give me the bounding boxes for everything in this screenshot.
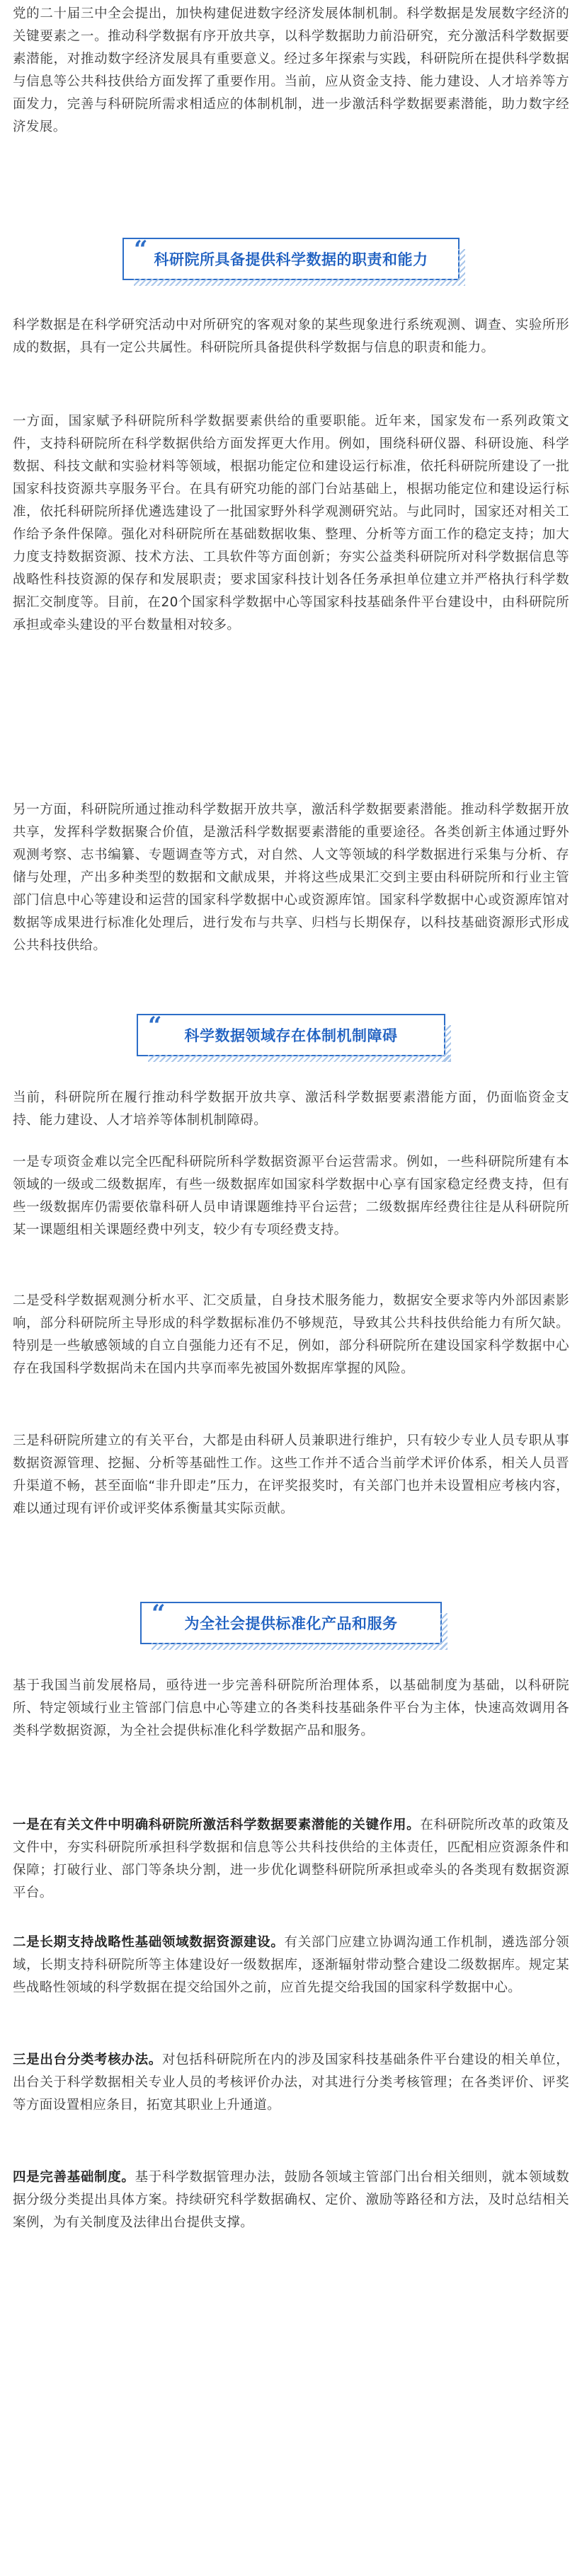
measure-lead: 三是出台分类考核办法。 — [13, 2052, 162, 2067]
section-heading-barriers — [0, 1014, 582, 1056]
measure-lead: 二是长期支持战略性基础领域数据资源建设。 — [13, 1935, 285, 1950]
paragraph-governance: 基于我国当前发展格局，亟待进一步完善科研院所治理体系，以基础制度为基础，以科研院所、特定领域行业主管部门信息中心等建立的各类科技基础条件平台为主体，快速高效调用各类科学数据资源，为全社会提供标准化科学数据产品和服务。 — [13, 1678, 569, 1738]
measure-lead: 一是在有关文件中明确科研院所激活科学数据要素潜能的关键作用。 — [13, 1818, 421, 1832]
paragraph-talent: 三是科研院所建立的有关平台，大都是由科研人员兼职进行维护，只有较少专业人员专职从事数据资源管理、挖掘、分析等基础性工作。这些工作并不适合当前学术评价体系，相关人员晋升渠道不畅，甚至面临“非升即走”压力，在评奖报奖时，有关部门也并未设置相应考核内容，难以通过现有评价或评奖体系衡量其实际贡献。 — [13, 1433, 569, 1516]
quote-mark-icon: “ — [148, 1012, 162, 1040]
paragraph-measure-1 — [13, 1814, 569, 1905]
quote-mark-icon: “ — [134, 236, 148, 264]
heading-title: 科学数据领域存在体制机制障碍 — [184, 1027, 398, 1044]
intro-paragraph: 党的二十届三中全会提出，加快构建促进数字经济发展体制机制。科学数据是发展数字经济的关键要素之一。推动科学数据有序开放共享，以科学数据助力前沿研究，充分激活科学数据要素潜能，对推动数字经济发展具有重要意义。经过多年探索与实践，科研院所在提供科学数据与信息等公共科技供给方面发挥了重要作用。当前，应从资金支持、能力建设、人才培养等方面发力，完善与科研院所需求相适应的体制机制，进一步激活科学数据要素潜能，助力数字经济发展。 — [13, 6, 569, 134]
measure-lead: 四是完善基础制度。 — [13, 2170, 135, 2185]
heading-title: 科研院所具备提供科学数据的职责和能力 — [154, 251, 428, 268]
paragraph-measure-4 — [13, 2166, 569, 2234]
quote-mark-icon: “ — [152, 1600, 166, 1628]
heading-title: 为全社会提供标准化产品和服务 — [184, 1615, 398, 1632]
paragraph-measure-3 — [13, 2049, 569, 2117]
paragraph-definition: 科学数据是在科学研究活动中对所研究的客观对象的某些现象进行系统观测、调查、实验所形成的数据，具有一定公共属性。科研院所具备提供科学数据与信息的职责和能力。 — [13, 318, 569, 355]
paragraph-capacity: 二是受科学数据观测分析水平、汇交质量，自身技术服务能力，数据安全要求等内外部因素影响，部分科研院所主导形成的科学数据标准仍不够规范，导致其公共科技供给能力有所欠缺。特别是一些敏感领域的自立自强能力还有不足，例如，部分科研院所在建设国家科学数据中心存在我国科学数据尚未在国内共享而率先被国外数据库掌握的风险。 — [13, 1293, 569, 1376]
measure-body: 在科研院所改革的政策及文件中，夯实科研院所承担科学数据和信息等公共科技供给的主体责任，匹配相应资源条件和保障；打破行业、部门等条块分割，进一步优化调整科研院所承担或牵头的各类现有数据资源平台。 — [13, 1818, 569, 1900]
paragraph-obstacles-intro: 当前，科研院所在履行推动科学数据开放共享、激活科学数据要素潜能方面，仍面临资金支持、能力建设、人才培养等体制机制障碍。 — [13, 1090, 569, 1128]
measure-body: 有关部门应建立协调沟通工作机制，遴选部分领域，长期支持科研院所等主体建设好一级数据库，逐渐辐射带动整合建设二级数据库。规定某些战略性领域的科学数据在提交给国外之前，应首先提交给我国的国家科学数据中心。 — [13, 1935, 569, 1995]
heading-frame — [122, 238, 460, 280]
paragraph-measure-2 — [13, 1931, 569, 1999]
paragraph-open-sharing: 另一方面，科研院所通过推动科学数据开放共享，激活科学数据要素潜能。推动科学数据开放共享，发挥科学数据聚合价值，是激活科学数据要素潜能的重要途径。各类创新主体通过野外观测考察、志书编纂、专题调查等方式，对自然、人文等领域的科学数据进行采集与分析、存储与处理，产出多种类型的数据和文献成果，并将这些成果汇交到主要由科研院所和行业主管部门信息中心等建设和运营的国家科学数据中心或资源库馆。国家科学数据中心或资源库馆对数据等成果进行标准化处理后，进行发布与共享、归档与长期保存，以科技基础资源形式形成公共科技供给。 — [13, 802, 569, 953]
section-heading-duties — [0, 238, 582, 280]
measure-body: 对包括科研院所在内的涉及国家科技基础条件平台建设的相关单位，出台关于科学数据相关专业人员的考核评价办法，对其进行分类考核管理；在各类评价、评奖等方面设置相应条目，拓宽其职业上升通道。 — [13, 2052, 569, 2113]
measure-body: 基于科学数据管理办法，鼓励各领域主管部门出台相关细则，就本领域数据分级分类提出具体方案。持续研究科学数据确权、定价、激励等路径和方法，及时总结相关案例，为有关制度及法律出台提供支撑。 — [13, 2170, 569, 2230]
section-heading-services — [0, 1602, 582, 1644]
heading-frame — [137, 1014, 445, 1056]
paragraph-funding: 一是专项资金难以完全匹配科研院所科学数据资源平台运营需求。例如，一些科研院所建有本领域的一级或二级数据库，有些一级数据库如国家科学数据中心享有国家稳定经费支持，但有些一级数据库仍需要依靠科研人员申请课题维持平台运营；二级数据库经费往往是从科研院所某一课题组相关课题经费中列支，较少有专项经费支持。 — [13, 1155, 569, 1237]
paragraph-national-role: 一方面，国家赋予科研院所科学数据要素供给的重要职能。近年来，国家发布一系列政策文件，支持科研院所在科学数据供给方面发挥更大作用。例如，围绕科研仪器、科研设施、科学数据、科技文献和实验材料等领域，根据功能定位和建设运行标准，依托科研院所建设了一批国家科技资源共享服务平台。在具有研究功能的部门台站基础上，根据功能定位和建设运行标准，依托科研院所择优遴选建设了一批国家野外科学观测研究站。与此同时，国家还对相关工作给予条件保障。强化对科研院所在基础数据收集、整理、分析等方面工作的稳定支持；加大力度支持数据资源、技术方法、工具软件等方面创新；夯实公益类科研院所对科学数据信息等战略性科技资源的保存和发展职责；要求国家科技计划各任务承担单位建立并严格执行科学数据汇交制度等。目前，在20个国家科学数据中心等国家科技基础条件平台建设中，由科研院所承担或牵头建设的平台数量相对较多。 — [13, 414, 569, 633]
heading-frame — [140, 1602, 442, 1644]
